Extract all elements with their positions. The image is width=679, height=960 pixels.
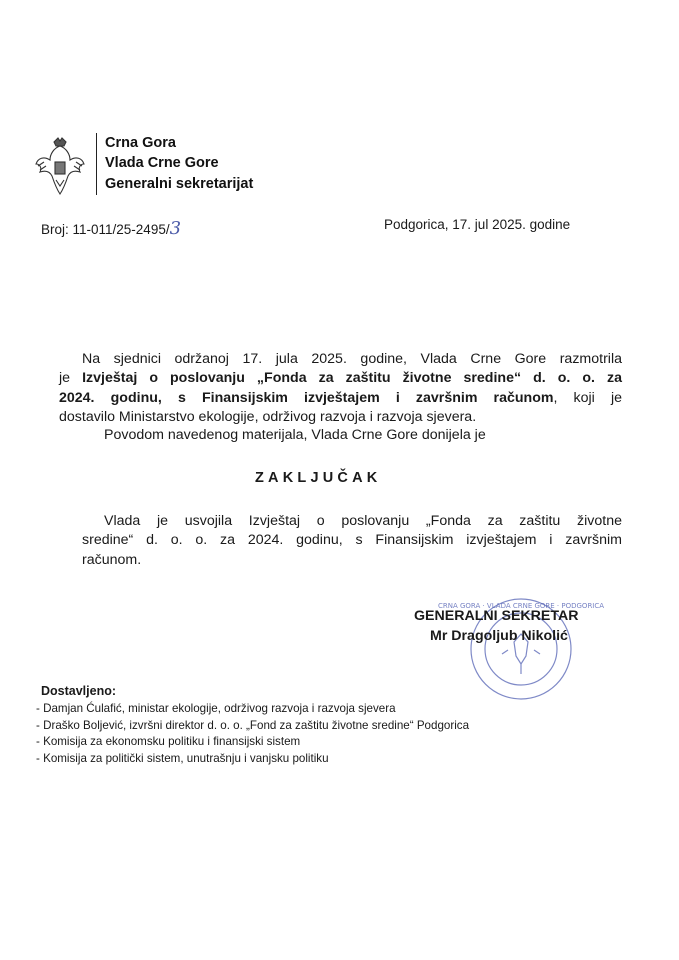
paragraph-conclusion [82, 512, 622, 570]
header-divider [96, 133, 97, 195]
paragraph-intro [59, 350, 622, 427]
country-name: Crna Gora [105, 135, 176, 151]
signatory-name: Mr Dragoljub Nikolić [430, 628, 568, 644]
reference-number [41, 218, 181, 239]
p1-line-2 [59, 369, 622, 388]
p1-line-1: Na sjednici održanoj 17. jula 2025. godine, Vlada Crne Gore razmotrila [82, 351, 622, 367]
stamp-text: CRNA GORA · VLADA CRNE GORE · PODGORICA [437, 602, 605, 610]
dateline: Podgorica, 17. jul 2025. godine [384, 217, 571, 232]
report-title-part-2: 2024. godinu, s Finansijskim izvještajem i završnim računom [59, 389, 554, 406]
distribution-title: Dostavljeno: [41, 684, 117, 698]
conclusion-title: ZAKLJUČAK [255, 470, 382, 486]
government-name: Vlada Crne Gore [105, 155, 219, 171]
p1-line-3 [59, 389, 622, 408]
p1-line-4: dostavilo Ministarstvo ekologije, održivog razvoja i razvoja sjevera. [59, 408, 477, 425]
distribution-item: - Damjan Ćulafić, ministar ekologije, održivog razvoja i razvoja sjevera [36, 701, 469, 718]
paragraph-decision-intro: Povodom navedenog materijala, Vlada Crne Gore donijela je [104, 427, 486, 443]
p3-line-3: računom. [82, 551, 142, 568]
montenegro-coat-of-arms-icon [34, 136, 86, 196]
reference-label: Broj: 11-011/25-2495/ [41, 222, 170, 237]
p1-line-3-tail: , koji je [553, 389, 622, 406]
distribution-list [36, 701, 469, 767]
p3-line-2: sredine“ d. o. o. za 2024. godinu, s Finansijskim izvještajem i završnim [82, 532, 622, 549]
handwritten-suffix: 3 [169, 218, 182, 239]
p1-line-2-prefix: je [59, 370, 83, 387]
p3-line-1: Vlada je usvojila Izvještaj o poslovanju „Fonda za zaštitu životne [104, 513, 622, 529]
report-title-part-1: Izvještaj o poslovanju „Fonda za zaštitu životne sredine“ d. o. o. za [82, 370, 622, 387]
distribution-item: - Draško Boljević, izvršni direktor d. o. o. „Fond za zaštitu životne sredine“ Podgorica [36, 718, 469, 735]
signatory-role: GENERALNI SEKRETAR [414, 608, 579, 624]
signature-block [414, 606, 578, 646]
distribution-item: - Komisija za politički sistem, unutrašnju i vanjsku politiku [36, 751, 469, 768]
secretariat-name: Generalni sekretarijat [105, 176, 254, 192]
distribution-item: - Komisija za ekonomsku politiku i finansijski sistem [36, 734, 469, 751]
